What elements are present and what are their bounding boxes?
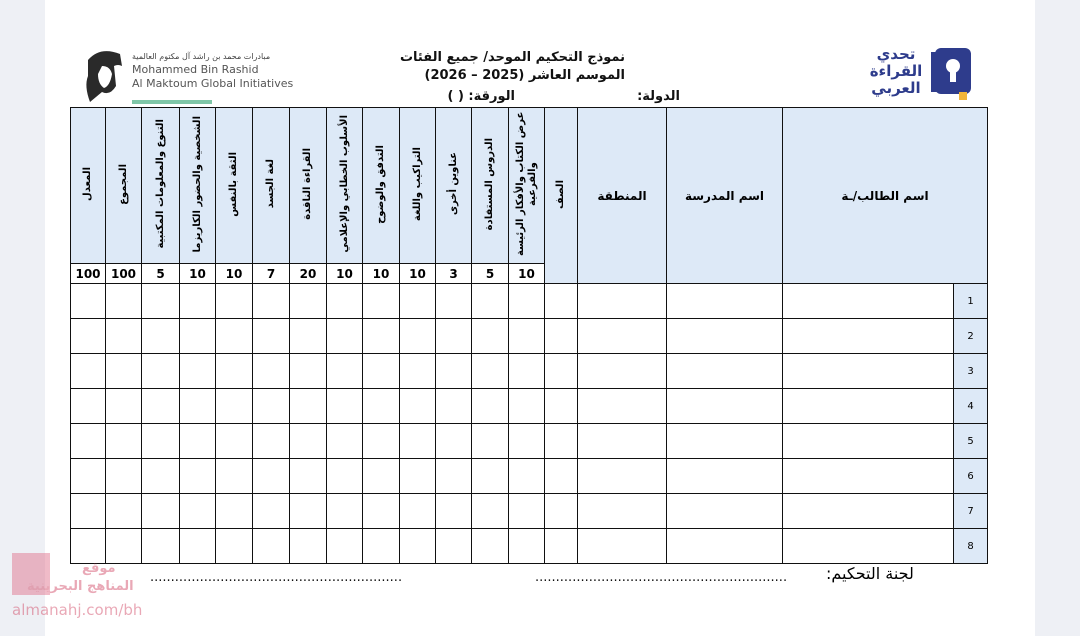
- score-cell[interactable]: [783, 494, 954, 529]
- row-number: 7: [954, 494, 988, 529]
- score-cell[interactable]: [71, 494, 106, 529]
- score-cell[interactable]: [509, 424, 545, 459]
- score-cell[interactable]: [180, 459, 216, 494]
- score-cell[interactable]: [327, 354, 363, 389]
- row-number: 5: [954, 424, 988, 459]
- score-cell[interactable]: [363, 284, 400, 319]
- score-cell[interactable]: [363, 529, 400, 564]
- score-cell[interactable]: [436, 354, 472, 389]
- col-header-school: اسم المدرسة: [667, 108, 783, 284]
- score-cell[interactable]: [400, 529, 436, 564]
- arab-reading-challenge-logo: [865, 44, 975, 100]
- score-cell[interactable]: [545, 424, 578, 459]
- score-cell[interactable]: [545, 284, 578, 319]
- score-cell[interactable]: [290, 459, 327, 494]
- score-cell[interactable]: [290, 389, 327, 424]
- max-score-cell: 7: [253, 264, 290, 284]
- score-cell[interactable]: [327, 529, 363, 564]
- score-cell[interactable]: [216, 529, 253, 564]
- score-cell[interactable]: [667, 354, 783, 389]
- score-cell[interactable]: [180, 389, 216, 424]
- max-score-cell: 10: [216, 264, 253, 284]
- score-cell[interactable]: [472, 284, 509, 319]
- arc-text: تحدي القراءة العربي: [869, 45, 923, 97]
- score-cell[interactable]: [142, 284, 180, 319]
- col-header-student: اسم الطالب/ـة: [783, 108, 988, 284]
- score-cell[interactable]: [783, 424, 954, 459]
- score-cell[interactable]: [545, 529, 578, 564]
- table-row: [71, 354, 988, 389]
- score-cell[interactable]: [545, 319, 578, 354]
- score-cell[interactable]: [180, 494, 216, 529]
- watermark-line1: موقع: [82, 561, 116, 576]
- max-score-cell: 5: [472, 264, 509, 284]
- score-cell[interactable]: [290, 319, 327, 354]
- col-header-fluency: [363, 108, 400, 264]
- col-label: الدروس المستفادة: [484, 137, 495, 231]
- table-row: [71, 529, 988, 564]
- col-label: الثقة بالنفس: [228, 151, 239, 217]
- score-cell[interactable]: [216, 494, 253, 529]
- score-cell[interactable]: [578, 494, 667, 529]
- committee-label: لجنة التحكيم:: [826, 564, 914, 583]
- col-label: المعدل: [82, 167, 93, 201]
- score-cell[interactable]: [106, 319, 142, 354]
- score-cell[interactable]: [472, 424, 509, 459]
- score-cell[interactable]: [578, 459, 667, 494]
- max-score-cell: 10: [180, 264, 216, 284]
- score-cell[interactable]: [142, 319, 180, 354]
- score-cell[interactable]: [71, 319, 106, 354]
- score-cell[interactable]: [545, 354, 578, 389]
- score-cell[interactable]: [253, 284, 290, 319]
- score-cell[interactable]: [545, 494, 578, 529]
- mbrgi-arabic: مبادرات محمد بن راشد آل مكتوم العالمية: [132, 52, 271, 61]
- score-cell[interactable]: [509, 459, 545, 494]
- score-cell[interactable]: [290, 354, 327, 389]
- score-cell[interactable]: [363, 424, 400, 459]
- committee-signature-line-2[interactable]: .............................................................: [150, 570, 403, 585]
- score-cell[interactable]: [253, 424, 290, 459]
- table-row: [71, 424, 988, 459]
- score-cell[interactable]: [436, 319, 472, 354]
- score-cell[interactable]: [142, 494, 180, 529]
- score-cell[interactable]: [142, 354, 180, 389]
- score-cell[interactable]: [578, 354, 667, 389]
- score-cell[interactable]: [216, 354, 253, 389]
- score-cell[interactable]: [400, 354, 436, 389]
- score-cell[interactable]: [216, 389, 253, 424]
- score-cell[interactable]: [400, 459, 436, 494]
- row-number: 8: [954, 529, 988, 564]
- score-cell[interactable]: [216, 319, 253, 354]
- col-label: التراكيب واللغة: [411, 146, 423, 222]
- table-row: [71, 389, 988, 424]
- score-cell[interactable]: [253, 494, 290, 529]
- table-row: [71, 494, 988, 529]
- max-score-cell: 10: [400, 264, 436, 284]
- mbrgi-bar: [132, 100, 212, 104]
- row-number: 3: [954, 354, 988, 389]
- col-header-grade: [545, 108, 578, 284]
- score-cell[interactable]: [327, 319, 363, 354]
- score-cell[interactable]: [142, 424, 180, 459]
- max-score-cell: 5: [142, 264, 180, 284]
- max-score-cell: 100: [106, 264, 142, 284]
- col-header-book-presentation: [509, 108, 545, 264]
- max-score-cell: 100: [71, 264, 106, 284]
- col-label: الشخصية والحضور الكاريزما: [191, 115, 203, 253]
- score-cell[interactable]: [180, 354, 216, 389]
- score-cell[interactable]: [472, 319, 509, 354]
- score-cell[interactable]: [472, 459, 509, 494]
- score-cell[interactable]: [509, 494, 545, 529]
- score-cell[interactable]: [106, 284, 142, 319]
- score-cell[interactable]: [509, 319, 545, 354]
- score-cell[interactable]: [106, 459, 142, 494]
- score-cell[interactable]: [436, 494, 472, 529]
- table-row: [71, 319, 988, 354]
- col-header-charisma: [180, 108, 216, 264]
- col-label: لغة الجسد: [265, 159, 276, 209]
- score-cell[interactable]: [578, 389, 667, 424]
- col-header-diversity: [142, 108, 180, 264]
- score-cell[interactable]: [290, 529, 327, 564]
- score-cell[interactable]: [327, 284, 363, 319]
- score-cell[interactable]: [436, 529, 472, 564]
- score-cell[interactable]: [106, 354, 142, 389]
- watermark-url: almanahj.com/bh: [12, 601, 143, 619]
- col-label: القراءة الناقدة: [302, 148, 313, 220]
- score-cell[interactable]: [216, 459, 253, 494]
- score-cell[interactable]: [216, 284, 253, 319]
- score-cell[interactable]: [71, 389, 106, 424]
- score-cell[interactable]: [327, 494, 363, 529]
- score-cell[interactable]: [106, 424, 142, 459]
- col-label: الصف: [555, 179, 566, 209]
- score-cell[interactable]: [363, 319, 400, 354]
- score-cell[interactable]: [667, 459, 783, 494]
- score-cell[interactable]: [400, 319, 436, 354]
- score-cell[interactable]: [400, 494, 436, 529]
- committee-signature-line-1[interactable]: .............................................................: [535, 570, 788, 585]
- score-cell[interactable]: [363, 459, 400, 494]
- col-header-body-language: [253, 108, 290, 264]
- score-cell[interactable]: [436, 389, 472, 424]
- row-number: 1: [954, 284, 988, 319]
- col-header-total: [106, 108, 142, 264]
- score-cell[interactable]: [509, 529, 545, 564]
- score-cell[interactable]: [545, 459, 578, 494]
- paper-label: الورقة: ( ): [447, 89, 515, 104]
- col-header-average: [71, 108, 106, 264]
- score-cell[interactable]: [578, 529, 667, 564]
- score-cell[interactable]: [253, 389, 290, 424]
- score-cell[interactable]: [667, 529, 783, 564]
- score-cell[interactable]: [363, 354, 400, 389]
- watermark-line2: المناهج البحرينية: [27, 579, 134, 594]
- score-cell[interactable]: [667, 284, 783, 319]
- score-cell[interactable]: [327, 459, 363, 494]
- col-header-confidence: [216, 108, 253, 264]
- score-cell[interactable]: [400, 424, 436, 459]
- country-label: الدولة:: [637, 89, 680, 104]
- season-label: الموسم العاشر (2025 – 2026): [424, 68, 625, 83]
- score-cell[interactable]: [253, 459, 290, 494]
- score-cell[interactable]: [180, 319, 216, 354]
- score-cell[interactable]: [509, 389, 545, 424]
- score-cell[interactable]: [327, 389, 363, 424]
- score-cell[interactable]: [667, 494, 783, 529]
- col-label: المجموع: [117, 163, 129, 205]
- score-cell[interactable]: [106, 494, 142, 529]
- score-cell[interactable]: [509, 354, 545, 389]
- score-cell[interactable]: [783, 284, 954, 319]
- score-cell[interactable]: [216, 424, 253, 459]
- mbrgi-line2: Al Maktoum Global Initiatives: [132, 77, 294, 90]
- score-cell[interactable]: [783, 389, 954, 424]
- col-header-language: [400, 108, 436, 264]
- score-cell[interactable]: [578, 424, 667, 459]
- table-row: [71, 284, 988, 319]
- table-row: [71, 459, 988, 494]
- col-header-lessons: [472, 108, 509, 264]
- col-header-critical-reading: [290, 108, 327, 264]
- score-cell[interactable]: [363, 494, 400, 529]
- score-cell[interactable]: [472, 389, 509, 424]
- score-cell[interactable]: [180, 529, 216, 564]
- score-cell[interactable]: [180, 284, 216, 319]
- book-keyhole-icon: [931, 44, 975, 100]
- score-cell[interactable]: [290, 494, 327, 529]
- score-cell[interactable]: [783, 459, 954, 494]
- form-title: نموذج التحكيم الموحد/ جميع الفئات: [399, 50, 625, 65]
- score-cell[interactable]: [290, 284, 327, 319]
- score-cell[interactable]: [71, 354, 106, 389]
- score-cell[interactable]: [253, 529, 290, 564]
- col-label: التنوع والمعلومات المكتبية: [154, 119, 166, 249]
- score-cell[interactable]: [667, 319, 783, 354]
- score-cell[interactable]: [327, 424, 363, 459]
- col-label: عرض الكتاب والأفكار الرئيسة والفرعية: [514, 111, 538, 257]
- score-cell[interactable]: [783, 319, 954, 354]
- max-score-cell: 10: [509, 264, 545, 284]
- score-cell[interactable]: [472, 494, 509, 529]
- score-cell[interactable]: [180, 424, 216, 459]
- score-cell[interactable]: [71, 459, 106, 494]
- score-cell[interactable]: [667, 389, 783, 424]
- score-cell[interactable]: [667, 424, 783, 459]
- score-cell[interactable]: [783, 354, 954, 389]
- row-number: 6: [954, 459, 988, 494]
- max-score-cell: 10: [327, 264, 363, 284]
- max-score-cell: 3: [436, 264, 472, 284]
- score-cell[interactable]: [509, 284, 545, 319]
- col-label: عناوين أخرى: [447, 152, 459, 216]
- score-cell[interactable]: [142, 389, 180, 424]
- max-score-cell: 20: [290, 264, 327, 284]
- score-cell[interactable]: [472, 354, 509, 389]
- score-cell[interactable]: [578, 319, 667, 354]
- col-header-other-titles: [436, 108, 472, 264]
- watermark: [12, 553, 162, 633]
- row-number: 4: [954, 389, 988, 424]
- col-header-region: المنطقة: [578, 108, 667, 284]
- score-cell[interactable]: [106, 389, 142, 424]
- score-cell[interactable]: [363, 389, 400, 424]
- score-cell[interactable]: [400, 389, 436, 424]
- col-header-rhetoric: [327, 108, 363, 264]
- score-cell[interactable]: [545, 389, 578, 424]
- score-cell[interactable]: [71, 424, 106, 459]
- col-label: التدفق والوضوح: [375, 144, 386, 224]
- score-cell[interactable]: [400, 284, 436, 319]
- score-cell[interactable]: [578, 284, 667, 319]
- score-cell[interactable]: [783, 529, 954, 564]
- score-cell[interactable]: [290, 424, 327, 459]
- evaluation-table: [70, 107, 988, 564]
- mbrgi-logo: [80, 46, 300, 106]
- score-cell[interactable]: [253, 319, 290, 354]
- score-cell[interactable]: [472, 529, 509, 564]
- score-cell[interactable]: [253, 354, 290, 389]
- portrait-icon: [80, 46, 128, 104]
- score-cell[interactable]: [142, 459, 180, 494]
- score-cell[interactable]: [71, 284, 106, 319]
- mbrgi-line1: Mohammed Bin Rashid: [132, 63, 259, 76]
- score-cell[interactable]: [436, 459, 472, 494]
- col-label: الأسلوب الخطابي والإعلامي: [338, 115, 350, 253]
- score-cell[interactable]: [436, 424, 472, 459]
- row-number: 2: [954, 319, 988, 354]
- score-cell[interactable]: [436, 284, 472, 319]
- max-score-cell: 10: [363, 264, 400, 284]
